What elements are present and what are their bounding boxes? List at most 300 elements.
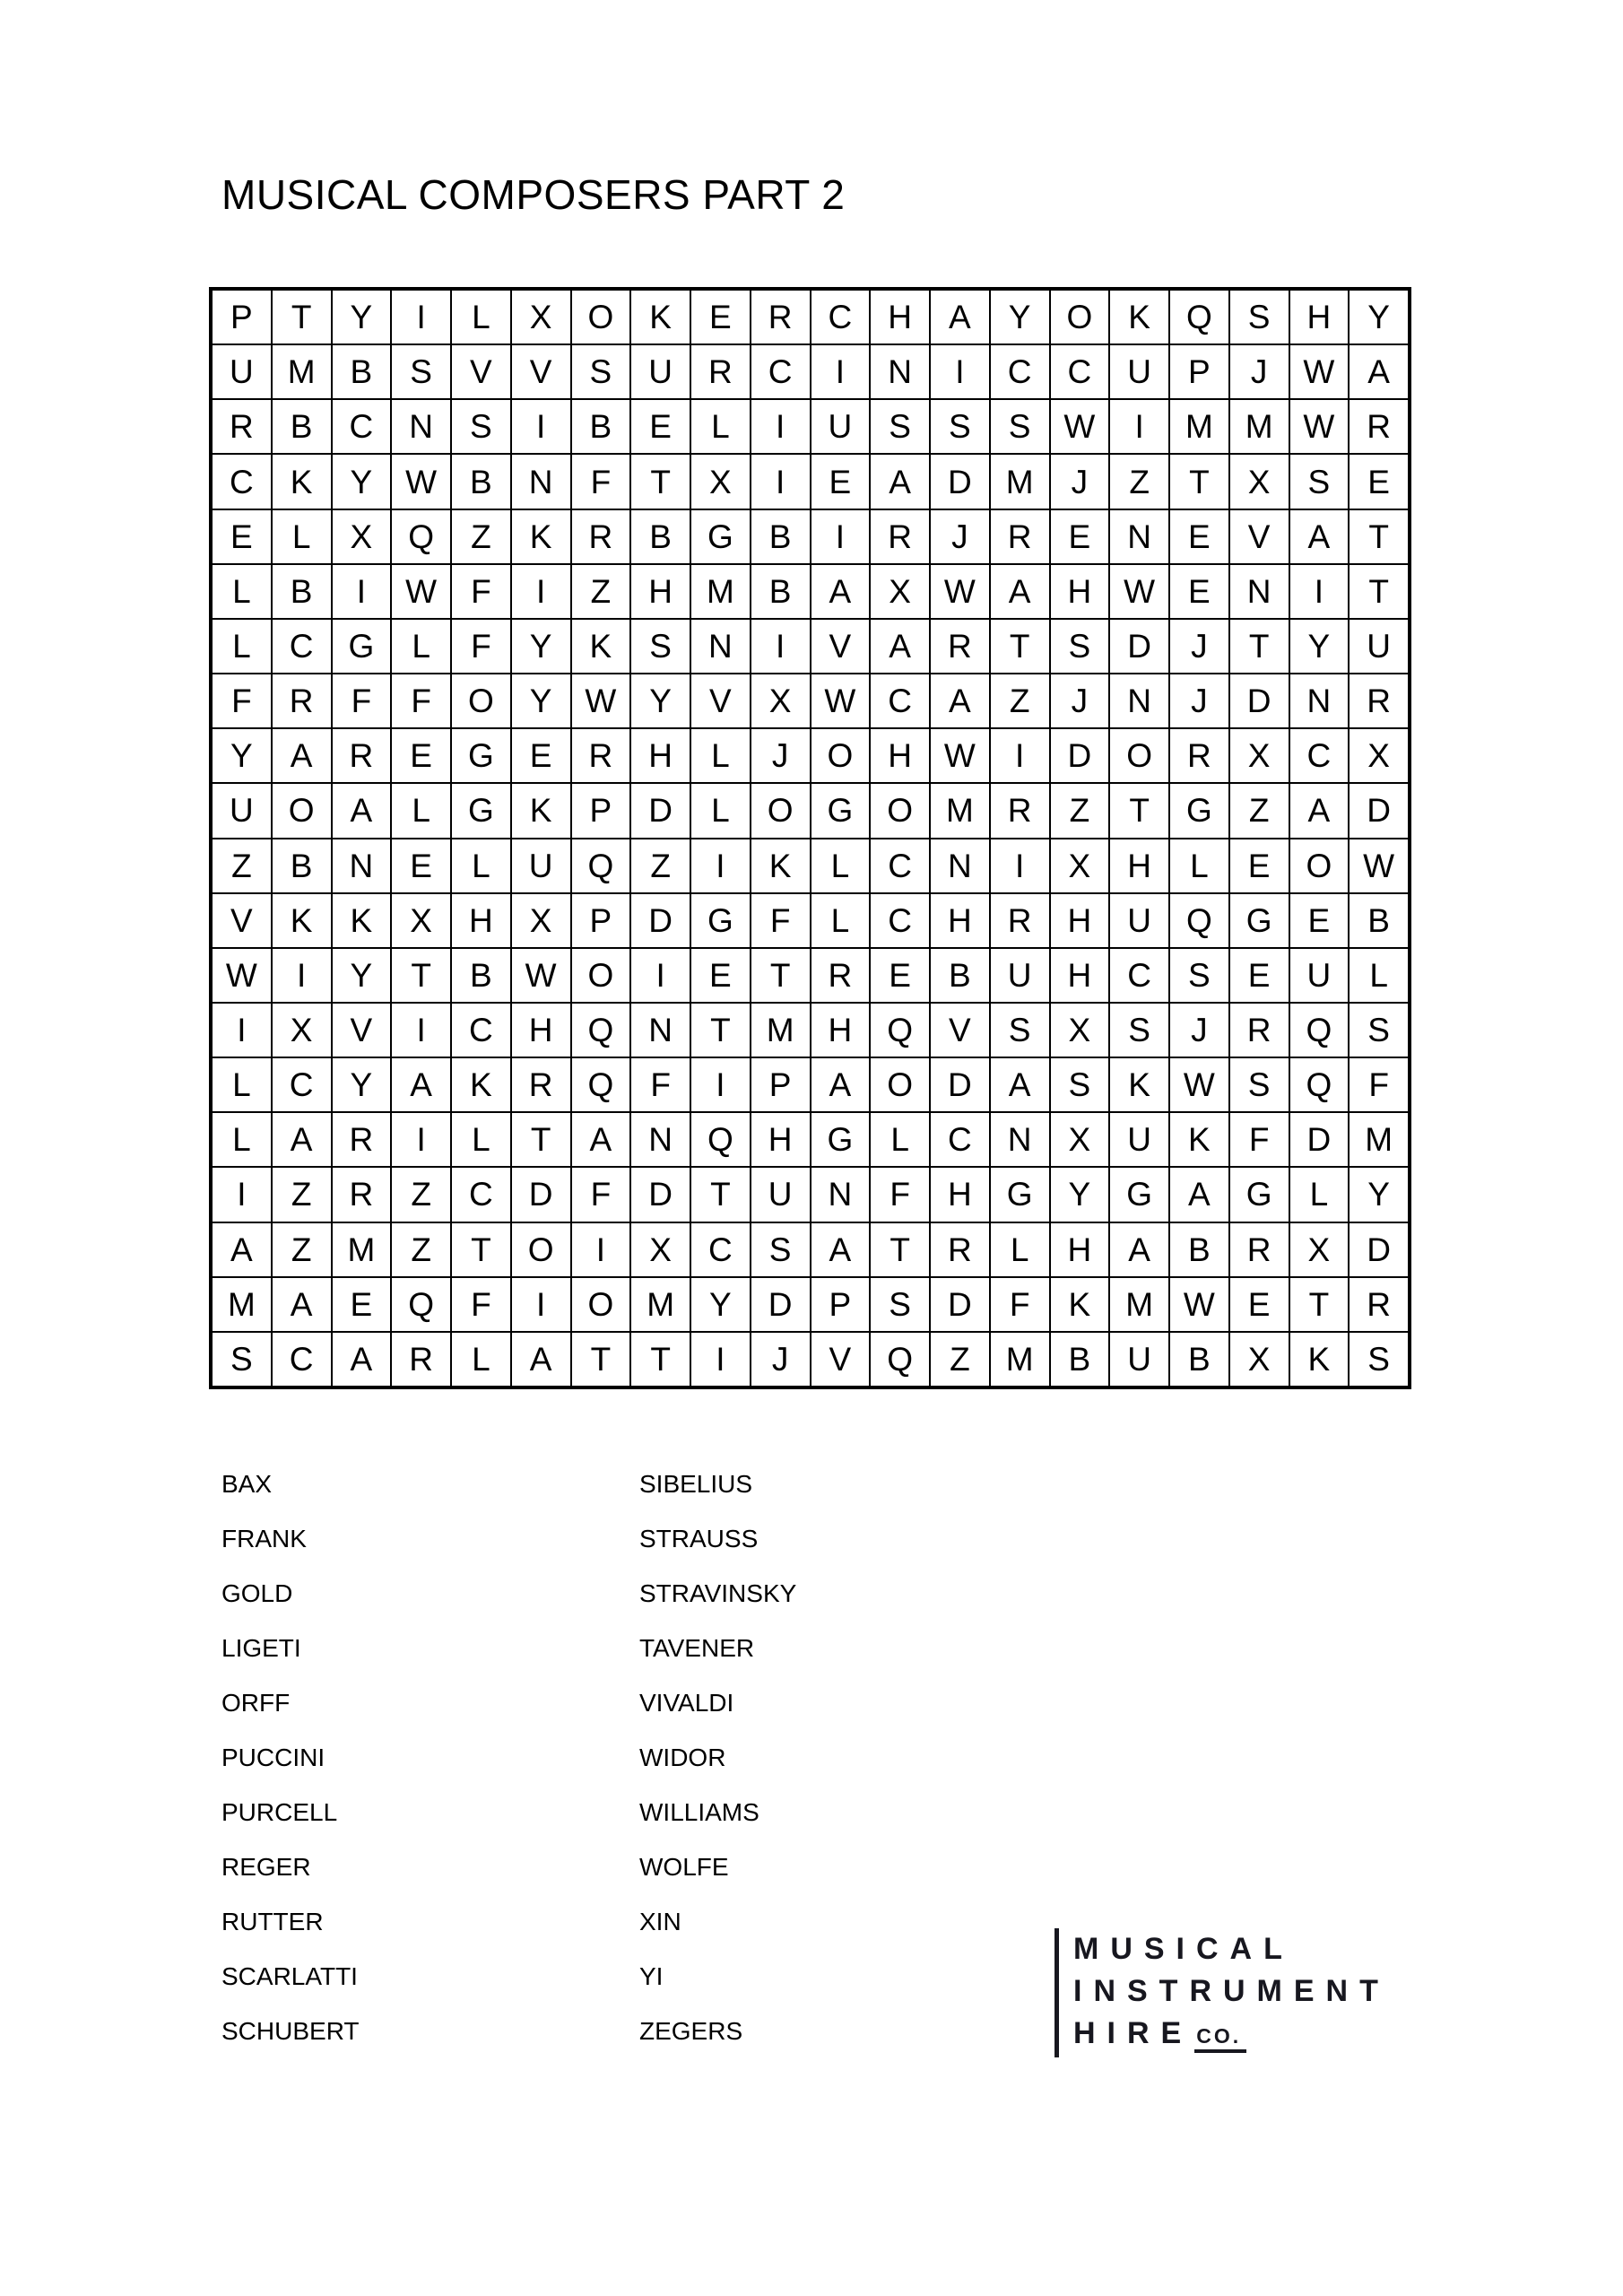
grid-cell-r4c2: K bbox=[273, 455, 331, 508]
grid-cell-r4c7: F bbox=[572, 455, 630, 508]
grid-cell-r12c6: X bbox=[512, 894, 570, 947]
word-yi: YI bbox=[639, 1962, 664, 1990]
grid-cell-r10c6: K bbox=[512, 784, 570, 837]
grid-cell-r8c20: R bbox=[1350, 674, 1408, 727]
grid-cell-r12c3: K bbox=[333, 894, 391, 947]
grid-cell-r4c3: Y bbox=[333, 455, 391, 508]
grid-cell-r8c7: W bbox=[572, 674, 630, 727]
grid-cell-r19c15: K bbox=[1051, 1278, 1109, 1331]
grid-cell-r14c14: S bbox=[991, 1004, 1049, 1057]
grid-cell-r16c10: H bbox=[751, 1113, 810, 1166]
grid-cell-r3c12: S bbox=[871, 400, 929, 453]
grid-cell-r2c8: U bbox=[631, 345, 690, 398]
grid-cell-r4c10: I bbox=[751, 455, 810, 508]
grid-cell-r5c7: R bbox=[572, 510, 630, 563]
grid-cell-r11c17: L bbox=[1170, 839, 1228, 892]
grid-cell-r19c4: Q bbox=[392, 1278, 450, 1331]
grid-cell-r15c14: A bbox=[991, 1058, 1049, 1111]
grid-cell-r4c5: B bbox=[452, 455, 510, 508]
grid-cell-r9c10: J bbox=[751, 729, 810, 782]
grid-cell-r4c1: C bbox=[213, 455, 271, 508]
grid-cell-r11c14: I bbox=[991, 839, 1049, 892]
grid-cell-r10c3: A bbox=[333, 784, 391, 837]
word-sibelius: SIBELIUS bbox=[639, 1470, 753, 1498]
grid-cell-r1c20: Y bbox=[1350, 291, 1408, 344]
grid-cell-r5c15: E bbox=[1051, 510, 1109, 563]
grid-cell-r6c8: H bbox=[631, 565, 690, 618]
grid-cell-r13c10: T bbox=[751, 949, 810, 1002]
grid-cell-r3c2: B bbox=[273, 400, 331, 453]
grid-cell-r6c14: A bbox=[991, 565, 1049, 618]
grid-cell-r7c15: S bbox=[1051, 620, 1109, 673]
grid-cell-r4c18: X bbox=[1230, 455, 1289, 508]
word-williams: WILLIAMS bbox=[639, 1798, 759, 1826]
grid-cell-r16c19: D bbox=[1290, 1113, 1349, 1166]
grid-cell-r15c19: Q bbox=[1290, 1058, 1349, 1111]
grid-cell-r6c3: I bbox=[333, 565, 391, 618]
grid-cell-r1c8: K bbox=[631, 291, 690, 344]
grid-cell-r19c13: D bbox=[931, 1278, 989, 1331]
grid-cell-r17c11: N bbox=[812, 1168, 870, 1221]
grid-cell-r13c9: E bbox=[691, 949, 750, 1002]
word-purcell: PURCELL bbox=[221, 1798, 338, 1826]
grid-cell-r12c9: G bbox=[691, 894, 750, 947]
grid-cell-r17c7: F bbox=[572, 1168, 630, 1221]
grid-cell-r13c12: E bbox=[871, 949, 929, 1002]
grid-cell-r3c4: N bbox=[392, 400, 450, 453]
grid-cell-r13c16: C bbox=[1110, 949, 1168, 1002]
grid-cell-r12c13: H bbox=[931, 894, 989, 947]
grid-cell-r6c11: A bbox=[812, 565, 870, 618]
grid-cell-r14c17: J bbox=[1170, 1004, 1228, 1057]
grid-cell-r13c14: U bbox=[991, 949, 1049, 1002]
grid-cell-r14c8: N bbox=[631, 1004, 690, 1057]
grid-cell-r17c3: R bbox=[333, 1168, 391, 1221]
grid-cell-r16c3: R bbox=[333, 1113, 391, 1166]
grid-cell-r2c10: C bbox=[751, 345, 810, 398]
grid-cell-r4c19: S bbox=[1290, 455, 1349, 508]
grid-cell-r20c5: L bbox=[452, 1333, 510, 1386]
grid-cell-r18c15: H bbox=[1051, 1223, 1109, 1276]
grid-cell-r13c11: R bbox=[812, 949, 870, 1002]
grid-cell-r1c16: K bbox=[1110, 291, 1168, 344]
grid-cell-r16c14: N bbox=[991, 1113, 1049, 1166]
grid-cell-r13c4: T bbox=[392, 949, 450, 1002]
grid-cell-r20c13: Z bbox=[931, 1333, 989, 1386]
grid-cell-r12c7: P bbox=[572, 894, 630, 947]
grid-cell-r3c15: W bbox=[1051, 400, 1109, 453]
grid-cell-r18c14: L bbox=[991, 1223, 1049, 1276]
grid-cell-r5c1: E bbox=[213, 510, 271, 563]
grid-cell-r17c8: D bbox=[631, 1168, 690, 1221]
grid-cell-r16c12: L bbox=[871, 1113, 929, 1166]
grid-cell-r15c18: S bbox=[1230, 1058, 1289, 1111]
grid-cell-r8c4: F bbox=[392, 674, 450, 727]
grid-cell-r19c2: A bbox=[273, 1278, 331, 1331]
grid-cell-r2c17: P bbox=[1170, 345, 1228, 398]
grid-cell-r1c11: C bbox=[812, 291, 870, 344]
grid-cell-r4c12: A bbox=[871, 455, 929, 508]
grid-cell-r9c5: G bbox=[452, 729, 510, 782]
grid-cell-r9c12: H bbox=[871, 729, 929, 782]
grid-cell-r10c1: U bbox=[213, 784, 271, 837]
grid-cell-r20c17: B bbox=[1170, 1333, 1228, 1386]
grid-cell-r16c11: G bbox=[812, 1113, 870, 1166]
grid-cell-r2c9: R bbox=[691, 345, 750, 398]
grid-cell-r2c11: I bbox=[812, 345, 870, 398]
grid-cell-r17c5: C bbox=[452, 1168, 510, 1221]
grid-cell-r2c5: V bbox=[452, 345, 510, 398]
grid-cell-r1c3: Y bbox=[333, 291, 391, 344]
grid-cell-r2c16: U bbox=[1110, 345, 1168, 398]
grid-cell-r14c4: I bbox=[392, 1004, 450, 1057]
word-reger: REGER bbox=[221, 1853, 311, 1881]
grid-cell-r17c20: Y bbox=[1350, 1168, 1408, 1221]
grid-cell-r15c10: P bbox=[751, 1058, 810, 1111]
grid-cell-r18c11: A bbox=[812, 1223, 870, 1276]
grid-cell-r7c11: V bbox=[812, 620, 870, 673]
grid-cell-r17c6: D bbox=[512, 1168, 570, 1221]
grid-cell-r17c4: Z bbox=[392, 1168, 450, 1221]
grid-cell-r20c4: R bbox=[392, 1333, 450, 1386]
grid-cell-r7c19: Y bbox=[1290, 620, 1349, 673]
grid-cell-r2c3: B bbox=[333, 345, 391, 398]
grid-cell-r16c17: K bbox=[1170, 1113, 1228, 1166]
grid-cell-r3c17: M bbox=[1170, 400, 1228, 453]
grid-cell-r2c13: I bbox=[931, 345, 989, 398]
word-vivaldi: VIVALDI bbox=[639, 1689, 734, 1717]
grid-cell-r18c3: M bbox=[333, 1223, 391, 1276]
grid-cell-r3c6: I bbox=[512, 400, 570, 453]
grid-cell-r10c2: O bbox=[273, 784, 331, 837]
grid-cell-r17c14: G bbox=[991, 1168, 1049, 1221]
grid-cell-r14c9: T bbox=[691, 1004, 750, 1057]
grid-cell-r8c17: J bbox=[1170, 674, 1228, 727]
grid-cell-r11c20: W bbox=[1350, 839, 1408, 892]
grid-cell-r7c4: L bbox=[392, 620, 450, 673]
grid-cell-r7c1: L bbox=[213, 620, 271, 673]
grid-cell-r10c18: Z bbox=[1230, 784, 1289, 837]
grid-cell-r16c18: F bbox=[1230, 1113, 1289, 1166]
grid-cell-r1c19: H bbox=[1290, 291, 1349, 344]
grid-cell-r5c17: E bbox=[1170, 510, 1228, 563]
grid-cell-r1c15: O bbox=[1051, 291, 1109, 344]
word-search-grid bbox=[209, 287, 1411, 1389]
musical-instrument-hire-logo bbox=[1055, 1928, 1390, 2057]
grid-cell-r3c9: L bbox=[691, 400, 750, 453]
word-frank: FRANK bbox=[221, 1525, 307, 1552]
grid-cell-r4c13: D bbox=[931, 455, 989, 508]
grid-cell-r18c6: O bbox=[512, 1223, 570, 1276]
grid-cell-r8c10: X bbox=[751, 674, 810, 727]
grid-cell-r2c12: N bbox=[871, 345, 929, 398]
grid-cell-r18c18: R bbox=[1230, 1223, 1289, 1276]
grid-cell-r8c8: Y bbox=[631, 674, 690, 727]
grid-cell-r1c12: H bbox=[871, 291, 929, 344]
grid-cell-r10c16: T bbox=[1110, 784, 1168, 837]
grid-cell-r13c15: H bbox=[1051, 949, 1109, 1002]
grid-cell-r4c4: W bbox=[392, 455, 450, 508]
grid-cell-r15c11: A bbox=[812, 1058, 870, 1111]
grid-cell-r16c20: M bbox=[1350, 1113, 1408, 1166]
grid-cell-r8c15: J bbox=[1051, 674, 1109, 727]
grid-cell-r19c5: F bbox=[452, 1278, 510, 1331]
word-puccini: PUCCINI bbox=[221, 1744, 325, 1771]
grid-cell-r19c10: D bbox=[751, 1278, 810, 1331]
grid-cell-r12c19: E bbox=[1290, 894, 1349, 947]
word-ligeti: LIGETI bbox=[221, 1634, 301, 1662]
grid-cell-r11c8: Z bbox=[631, 839, 690, 892]
grid-cell-r9c4: E bbox=[392, 729, 450, 782]
grid-cell-r1c4: I bbox=[392, 291, 450, 344]
grid-cell-r9c7: R bbox=[572, 729, 630, 782]
grid-cell-r17c19: L bbox=[1290, 1168, 1349, 1221]
grid-cell-r4c14: M bbox=[991, 455, 1049, 508]
grid-cell-r19c17: W bbox=[1170, 1278, 1228, 1331]
grid-cell-r1c7: O bbox=[572, 291, 630, 344]
grid-cell-r13c20: L bbox=[1350, 949, 1408, 1002]
word-list-right bbox=[639, 1457, 796, 2058]
grid-cell-r16c5: L bbox=[452, 1113, 510, 1166]
grid-cell-r8c19: N bbox=[1290, 674, 1349, 727]
grid-cell-r1c2: T bbox=[273, 291, 331, 344]
grid-cell-r9c9: L bbox=[691, 729, 750, 782]
grid-cell-r11c6: U bbox=[512, 839, 570, 892]
word-strauss: STRAUSS bbox=[639, 1525, 759, 1552]
grid-cell-r10c20: D bbox=[1350, 784, 1408, 837]
grid-cell-r6c9: M bbox=[691, 565, 750, 618]
grid-cell-r5c20: T bbox=[1350, 510, 1408, 563]
grid-cell-r13c17: S bbox=[1170, 949, 1228, 1002]
grid-cell-r1c10: R bbox=[751, 291, 810, 344]
grid-cell-r18c7: I bbox=[572, 1223, 630, 1276]
word-stravinsky: STRAVINSKY bbox=[639, 1579, 797, 1607]
grid-cell-r20c8: T bbox=[631, 1333, 690, 1386]
grid-cell-r20c3: A bbox=[333, 1333, 391, 1386]
grid-cell-r20c6: A bbox=[512, 1333, 570, 1386]
grid-cell-r5c14: R bbox=[991, 510, 1049, 563]
grid-cell-r16c13: C bbox=[931, 1113, 989, 1166]
grid-cell-r1c6: X bbox=[512, 291, 570, 344]
grid-cell-r6c5: F bbox=[452, 565, 510, 618]
word-rutter: RUTTER bbox=[221, 1908, 324, 1935]
grid-cell-r7c16: D bbox=[1110, 620, 1168, 673]
grid-cell-r6c12: X bbox=[871, 565, 929, 618]
grid-cell-r20c12: Q bbox=[871, 1333, 929, 1386]
logo-co-suffix: CO. bbox=[1194, 2024, 1246, 2053]
logo-line-musical: MUSICAL bbox=[1073, 1932, 1294, 1966]
grid-cell-r20c15: B bbox=[1051, 1333, 1109, 1386]
grid-cell-r5c3: X bbox=[333, 510, 391, 563]
grid-cell-r10c4: L bbox=[392, 784, 450, 837]
grid-cell-r7c3: G bbox=[333, 620, 391, 673]
grid-cell-r3c10: I bbox=[751, 400, 810, 453]
grid-cell-r3c18: M bbox=[1230, 400, 1289, 453]
grid-cell-r10c8: D bbox=[631, 784, 690, 837]
grid-cell-r14c10: M bbox=[751, 1004, 810, 1057]
grid-cell-r6c2: B bbox=[273, 565, 331, 618]
grid-cell-r20c14: M bbox=[991, 1333, 1049, 1386]
grid-cell-r18c8: X bbox=[631, 1223, 690, 1276]
grid-cell-r15c17: W bbox=[1170, 1058, 1228, 1111]
grid-cell-r4c20: E bbox=[1350, 455, 1408, 508]
grid-cell-r10c9: L bbox=[691, 784, 750, 837]
grid-cell-r5c4: Q bbox=[392, 510, 450, 563]
grid-cell-r5c19: A bbox=[1290, 510, 1349, 563]
grid-cell-r9c15: D bbox=[1051, 729, 1109, 782]
grid-cell-r20c19: K bbox=[1290, 1333, 1349, 1386]
grid-cell-r11c3: N bbox=[333, 839, 391, 892]
grid-cell-r19c3: E bbox=[333, 1278, 391, 1331]
grid-cell-r8c13: A bbox=[931, 674, 989, 727]
grid-cell-r7c12: A bbox=[871, 620, 929, 673]
grid-cell-r11c9: I bbox=[691, 839, 750, 892]
grid-cell-r15c1: L bbox=[213, 1058, 271, 1111]
grid-cell-r13c6: W bbox=[512, 949, 570, 1002]
word-gold: GOLD bbox=[221, 1579, 293, 1607]
grid-cell-r6c16: W bbox=[1110, 565, 1168, 618]
grid-cell-r2c2: M bbox=[273, 345, 331, 398]
grid-cell-r18c17: B bbox=[1170, 1223, 1228, 1276]
grid-cell-r19c12: S bbox=[871, 1278, 929, 1331]
grid-cell-r20c10: J bbox=[751, 1333, 810, 1386]
grid-cell-r12c20: B bbox=[1350, 894, 1408, 947]
grid-cell-r3c3: C bbox=[333, 400, 391, 453]
grid-cell-r9c13: W bbox=[931, 729, 989, 782]
grid-cell-r5c8: B bbox=[631, 510, 690, 563]
grid-cell-r16c2: A bbox=[273, 1113, 331, 1166]
grid-cell-r10c15: Z bbox=[1051, 784, 1109, 837]
grid-cell-r14c19: Q bbox=[1290, 1004, 1349, 1057]
grid-cell-r7c14: T bbox=[991, 620, 1049, 673]
grid-cell-r11c11: L bbox=[812, 839, 870, 892]
grid-cell-r16c6: T bbox=[512, 1113, 570, 1166]
grid-cell-r13c2: I bbox=[273, 949, 331, 1002]
grid-cell-r3c5: S bbox=[452, 400, 510, 453]
grid-cell-r8c11: W bbox=[812, 674, 870, 727]
grid-cell-r8c3: F bbox=[333, 674, 391, 727]
grid-cell-r17c13: H bbox=[931, 1168, 989, 1221]
grid-cell-r15c6: R bbox=[512, 1058, 570, 1111]
grid-cell-r14c11: H bbox=[812, 1004, 870, 1057]
grid-cell-r2c14: C bbox=[991, 345, 1049, 398]
grid-cell-r1c1: P bbox=[213, 291, 271, 344]
grid-cell-r4c17: T bbox=[1170, 455, 1228, 508]
word-scarlatti: SCARLATTI bbox=[221, 1962, 358, 1990]
grid-cell-r17c17: A bbox=[1170, 1168, 1228, 1221]
grid-cell-r6c17: E bbox=[1170, 565, 1228, 618]
grid-cell-r5c5: Z bbox=[452, 510, 510, 563]
grid-cell-r2c6: V bbox=[512, 345, 570, 398]
grid-cell-r19c7: O bbox=[572, 1278, 630, 1331]
grid-cell-r16c9: Q bbox=[691, 1113, 750, 1166]
grid-cell-r7c7: K bbox=[572, 620, 630, 673]
grid-cell-r8c9: V bbox=[691, 674, 750, 727]
grid-cell-r11c18: E bbox=[1230, 839, 1289, 892]
logo-line-hire bbox=[1073, 2013, 1390, 2057]
grid-cell-r18c5: T bbox=[452, 1223, 510, 1276]
grid-cell-r12c14: R bbox=[991, 894, 1049, 947]
grid-cell-r15c12: O bbox=[871, 1058, 929, 1111]
grid-cell-r11c2: B bbox=[273, 839, 331, 892]
grid-cell-r3c13: S bbox=[931, 400, 989, 453]
grid-cell-r13c8: I bbox=[631, 949, 690, 1002]
grid-cell-r2c18: J bbox=[1230, 345, 1289, 398]
grid-cell-r6c4: W bbox=[392, 565, 450, 618]
grid-cell-r1c9: E bbox=[691, 291, 750, 344]
grid-cell-r8c12: C bbox=[871, 674, 929, 727]
grid-cell-r10c11: G bbox=[812, 784, 870, 837]
grid-cell-r18c10: S bbox=[751, 1223, 810, 1276]
grid-cell-r8c14: Z bbox=[991, 674, 1049, 727]
word-widor: WIDOR bbox=[639, 1744, 726, 1771]
grid-cell-r19c6: I bbox=[512, 1278, 570, 1331]
grid-cell-r16c4: I bbox=[392, 1113, 450, 1166]
grid-cell-r19c1: M bbox=[213, 1278, 271, 1331]
grid-cell-r9c20: X bbox=[1350, 729, 1408, 782]
grid-cell-r12c8: D bbox=[631, 894, 690, 947]
grid-cell-r6c13: W bbox=[931, 565, 989, 618]
grid-cell-r5c2: L bbox=[273, 510, 331, 563]
grid-cell-r9c16: O bbox=[1110, 729, 1168, 782]
grid-cell-r3c14: S bbox=[991, 400, 1049, 453]
grid-cell-r1c17: Q bbox=[1170, 291, 1228, 344]
grid-cell-r19c8: M bbox=[631, 1278, 690, 1331]
grid-cell-r18c4: Z bbox=[392, 1223, 450, 1276]
grid-cell-r14c7: Q bbox=[572, 1004, 630, 1057]
grid-cell-r1c14: Y bbox=[991, 291, 1049, 344]
grid-cell-r17c10: U bbox=[751, 1168, 810, 1221]
grid-cell-r10c14: R bbox=[991, 784, 1049, 837]
grid-cell-r8c16: N bbox=[1110, 674, 1168, 727]
grid-cell-r6c10: B bbox=[751, 565, 810, 618]
grid-cell-r19c18: E bbox=[1230, 1278, 1289, 1331]
grid-cell-r15c2: C bbox=[273, 1058, 331, 1111]
grid-cell-r14c6: H bbox=[512, 1004, 570, 1057]
grid-cell-r8c1: F bbox=[213, 674, 271, 727]
grid-cell-r3c7: B bbox=[572, 400, 630, 453]
grid-cell-r11c5: L bbox=[452, 839, 510, 892]
grid-cell-r10c19: A bbox=[1290, 784, 1349, 837]
grid-cell-r18c20: D bbox=[1350, 1223, 1408, 1276]
grid-cell-r12c4: X bbox=[392, 894, 450, 947]
grid-cell-r14c15: X bbox=[1051, 1004, 1109, 1057]
grid-cell-r15c13: D bbox=[931, 1058, 989, 1111]
grid-cell-r18c1: A bbox=[213, 1223, 271, 1276]
grid-cell-r2c7: S bbox=[572, 345, 630, 398]
grid-cell-r11c4: E bbox=[392, 839, 450, 892]
grid-cell-r12c16: U bbox=[1110, 894, 1168, 947]
grid-cell-r10c12: O bbox=[871, 784, 929, 837]
grid-cell-r19c20: R bbox=[1350, 1278, 1408, 1331]
grid-cell-r6c15: H bbox=[1051, 565, 1109, 618]
grid-cell-r16c7: A bbox=[572, 1113, 630, 1166]
grid-cell-r6c1: L bbox=[213, 565, 271, 618]
grid-cell-r19c16: M bbox=[1110, 1278, 1168, 1331]
grid-cell-r4c11: E bbox=[812, 455, 870, 508]
grid-cell-r17c15: Y bbox=[1051, 1168, 1109, 1221]
grid-cell-r15c7: Q bbox=[572, 1058, 630, 1111]
grid-cell-r14c20: S bbox=[1350, 1004, 1408, 1057]
grid-cell-r5c9: G bbox=[691, 510, 750, 563]
grid-cell-r5c11: I bbox=[812, 510, 870, 563]
grid-cell-r7c9: N bbox=[691, 620, 750, 673]
word-orff: ORFF bbox=[221, 1689, 291, 1717]
grid-cell-r5c16: N bbox=[1110, 510, 1168, 563]
grid-cell-r11c19: O bbox=[1290, 839, 1349, 892]
grid-cell-r12c1: V bbox=[213, 894, 271, 947]
grid-cell-r19c9: Y bbox=[691, 1278, 750, 1331]
